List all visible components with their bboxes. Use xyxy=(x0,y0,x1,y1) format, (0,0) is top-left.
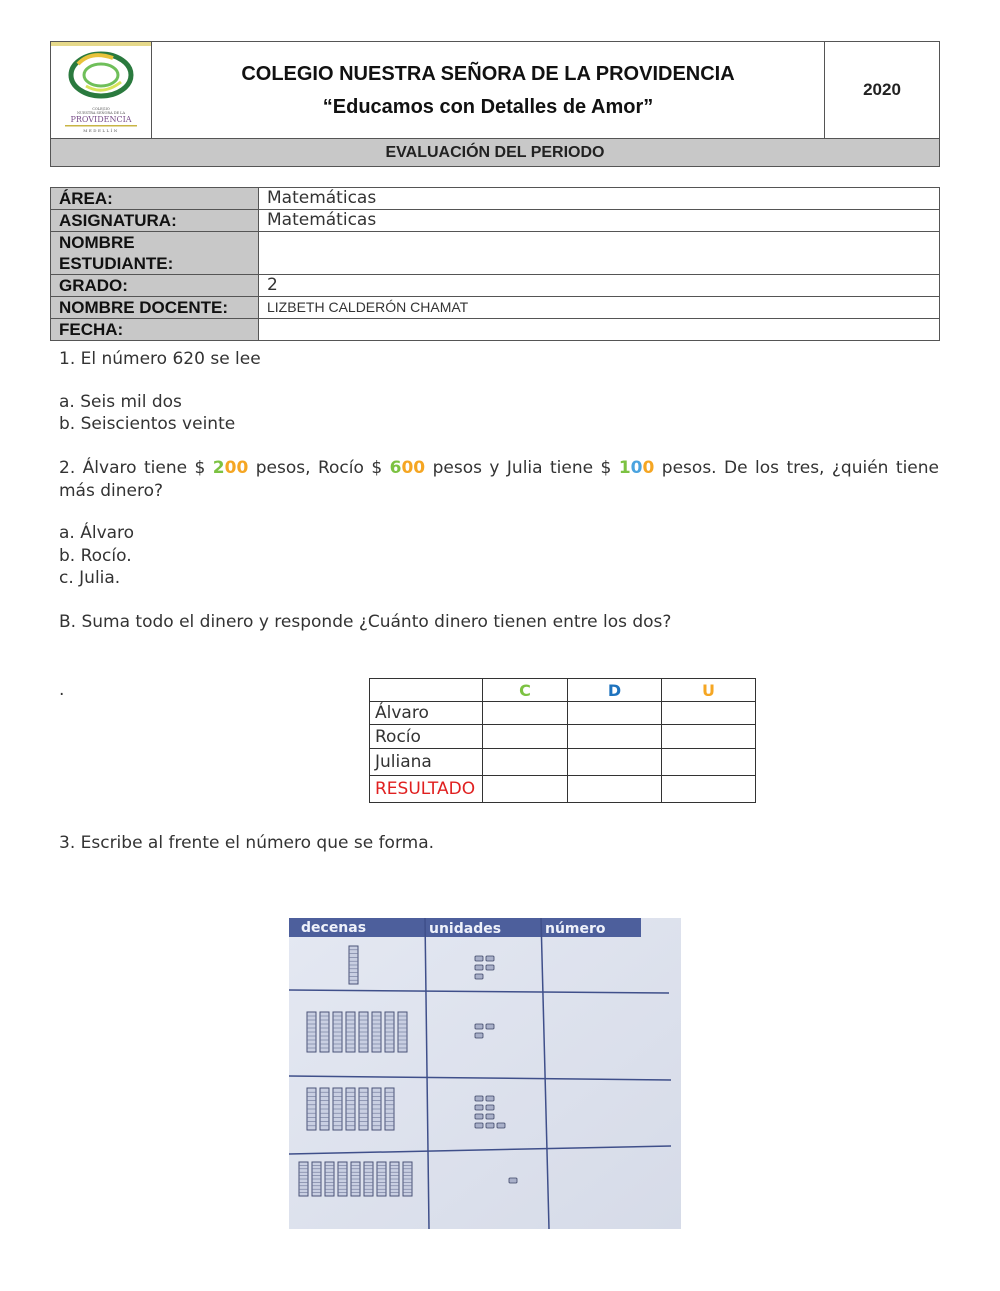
answer-cell[interactable] xyxy=(568,749,662,776)
q2-option-c[interactable]: c. Julia. xyxy=(59,568,121,588)
answer-cell[interactable] xyxy=(483,725,568,749)
subject-value[interactable]: Matemáticas xyxy=(259,210,940,232)
q2-option-a[interactable]: a. Álvaro xyxy=(59,523,135,543)
cdu-header-c: C xyxy=(483,679,568,702)
svg-text:PROVIDENCIA: PROVIDENCIA xyxy=(70,115,132,124)
table-row xyxy=(370,725,756,749)
cdu-table xyxy=(369,678,756,803)
digit: 0 xyxy=(224,458,237,478)
answer-cell[interactable] xyxy=(662,725,756,749)
unit-cube xyxy=(475,965,483,970)
cdu-header-d: D xyxy=(568,679,662,702)
unit-cube xyxy=(509,1178,517,1183)
photo-paper xyxy=(289,918,681,1229)
table-row xyxy=(370,749,756,776)
info-table xyxy=(50,187,940,341)
answer-cell[interactable] xyxy=(568,725,662,749)
cdu-row-label: Juliana xyxy=(370,749,483,776)
unit-cube xyxy=(475,1105,483,1110)
q1-option-b[interactable]: b. Seiscientos veinte xyxy=(59,414,236,434)
unit-cube xyxy=(486,1024,494,1029)
unit-cube xyxy=(486,956,494,961)
cdu-header-blank xyxy=(370,679,483,702)
unit-cube xyxy=(475,1033,483,1038)
digit: 0 xyxy=(236,458,249,478)
table-row xyxy=(370,776,756,803)
q3-question: 3. Escribe al frente el número que se forma. xyxy=(59,833,435,853)
unit-cube xyxy=(475,1096,483,1101)
info-row-teacher xyxy=(51,297,940,319)
qB-question: B. Suma todo el dinero y responde ¿Cuánto dinero tienen entre los dos? xyxy=(59,612,672,632)
info-row-area xyxy=(51,188,940,210)
digit: 1 xyxy=(618,458,631,478)
digit: 0 xyxy=(413,458,426,478)
cdu-row-label-result: RESULTADO xyxy=(370,776,483,803)
cdu-header-u: U xyxy=(662,679,756,702)
table-row xyxy=(370,702,756,725)
unit-cube xyxy=(486,1105,494,1110)
q1-question: 1. El número 620 se lee xyxy=(59,349,261,369)
cdu-row-label: Rocío xyxy=(370,725,483,749)
unit-cube xyxy=(475,1114,483,1119)
answer-cell[interactable] xyxy=(662,702,756,725)
header-table xyxy=(50,41,940,167)
svg-text:NUESTRA SEÑORA DE LA: NUESTRA SEÑORA DE LA xyxy=(76,111,126,115)
evaluation-title: EVALUACIÓN DEL PERIODO xyxy=(51,139,940,167)
photo-header-decenas: decenas xyxy=(301,920,367,936)
photo-header-numero: número xyxy=(545,921,606,937)
answer-cell[interactable] xyxy=(568,702,662,725)
school-logo-icon xyxy=(51,42,151,134)
school-name: COLEGIO NUESTRA SEÑORA DE LA PROVIDENCIA xyxy=(241,63,735,85)
cdu-row-label: Álvaro xyxy=(370,702,483,725)
unit-cube xyxy=(486,1114,494,1119)
area-label: ÁREA: xyxy=(51,188,259,210)
unit-cube xyxy=(497,1123,505,1128)
q2-text-4: pesos. De los tres, ¿quién tiene más dinero? xyxy=(59,458,939,501)
q2-option-b[interactable]: b. Rocío. xyxy=(59,546,132,566)
answer-cell[interactable] xyxy=(568,776,662,803)
svg-text:MEDELLÍN: MEDELLÍN xyxy=(83,128,119,133)
date-label: FECHA: xyxy=(51,319,259,341)
photo-header-unidades: unidades xyxy=(429,921,502,937)
svg-text:COLEGIO: COLEGIO xyxy=(92,107,110,111)
area-value[interactable]: Matemáticas xyxy=(259,188,940,210)
unit-cube xyxy=(486,965,494,970)
answer-cell[interactable] xyxy=(483,749,568,776)
unit-cube xyxy=(475,1024,483,1029)
unit-cube xyxy=(475,956,483,961)
unit-cube xyxy=(475,1123,483,1128)
cdu-header-row xyxy=(370,679,756,702)
digit: 6 xyxy=(389,458,402,478)
stray-dot: . xyxy=(59,680,65,700)
unit-cube xyxy=(486,1123,494,1128)
q2-text-2: pesos, Rocío $ xyxy=(248,458,390,478)
unit-cube xyxy=(475,974,483,979)
info-row-grade xyxy=(51,275,940,297)
school-motto: “Educamos con Detalles de Amor” xyxy=(322,96,654,118)
subject-label: ASIGNATURA: xyxy=(51,210,259,232)
teacher-label: NOMBRE DOCENTE: xyxy=(51,297,259,319)
date-field[interactable] xyxy=(259,319,940,341)
answer-cell[interactable] xyxy=(483,776,568,803)
q2-question xyxy=(59,457,939,503)
place-value-photo xyxy=(289,918,681,1229)
grade-label: GRADO: xyxy=(51,275,259,297)
grade-value[interactable]: 2 xyxy=(259,275,940,297)
digit: 0 xyxy=(642,458,655,478)
student-name-field[interactable] xyxy=(259,232,940,275)
info-row-student xyxy=(51,232,940,275)
answer-cell[interactable] xyxy=(662,749,756,776)
digit: 2 xyxy=(212,458,225,478)
teacher-value[interactable]: LIZBETH CALDERÓN CHAMAT xyxy=(259,297,940,319)
info-row-subject xyxy=(51,210,940,232)
answer-cell[interactable] xyxy=(483,702,568,725)
logo-cell xyxy=(51,42,152,139)
q2-text-1: 2. Álvaro tiene $ xyxy=(59,458,213,478)
title-cell xyxy=(152,42,825,139)
student-name-label: NOMBRE ESTUDIANTE: xyxy=(51,232,259,275)
digit: 0 xyxy=(401,458,414,478)
year: 2020 xyxy=(825,42,940,139)
digit: 0 xyxy=(630,458,643,478)
unit-cube xyxy=(486,1096,494,1101)
info-row-date xyxy=(51,319,940,341)
answer-cell[interactable] xyxy=(662,776,756,803)
q1-option-a[interactable]: a. Seis mil dos xyxy=(59,392,182,412)
q2-text-3: pesos y Julia tiene $ xyxy=(425,458,619,478)
